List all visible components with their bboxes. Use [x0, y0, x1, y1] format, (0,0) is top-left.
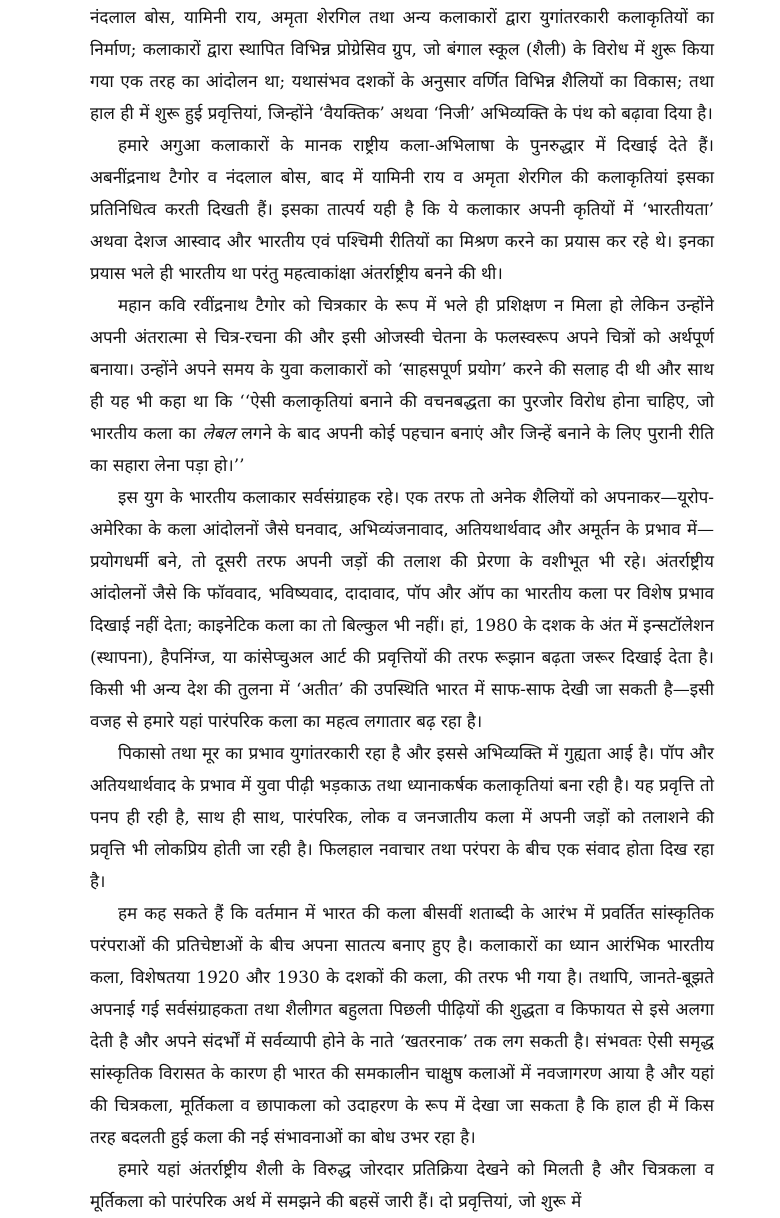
paragraph-1: नंदलाल बोस, यामिनी राय, अमृता शेरगिल तथा अन्य कलाकारों द्वारा युगांतरकारी कलाकृतियों का निर्माण; कलाकारों द्वारा स्थापित विभिन्न प्रोग्रेसिव ग्रुप, जो बंगाल स्कूल (शैली) के विरोध में शुरू किया गया एक तरह का आंदोलन था; यथासंभव दशकों के अनुसार वर्णित विभिन्न शैलियों का विकास; तथा हाल ही में शुरू हुई प्रवृत्तियां, जिन्होंने ‘वैयक्तिक’ अथवा ‘निजी’ अभिव्यक्ति के पंथ को बढ़ावा दिया है। — [90, 8, 714, 124]
paragraph-3 — [90, 290, 714, 482]
paragraph-5: पिकासो तथा मूर का प्रभाव युगांतरकारी रहा है और इससे अभिव्यक्ति में गुह्यता आई है। पॉप और अतियथार्थवाद के प्रभाव में युवा पीढ़ी भड़काऊ तथा ध्यानाकर्षक कलाकृतियां बना रही है। यह प्रवृत्ति तो पनप ही रही है, साथ ही साथ, पारंपरिक, लोक व जनजातीय कला में अपनी जड़ों को तलाशने की प्रवृत्ति भी लोकप्रिय होती जा रही है। फिलहाल नवाचार तथा परंपरा के बीच एक संवाद होता दिख रहा है। — [90, 744, 714, 892]
paragraph-3-part-b: लगने के बाद अपनी कोई पहचान बनाएं और जिन्हें बनाने के लिए पुरानी रीति का सहारा लेना पड़ा हो।’’ — [90, 424, 714, 476]
paragraph-4: इस युग के भारतीय कलाकार सर्वसंग्राहक रहे। एक तरफ तो अनेक शैलियों को अपनाकर—यूरोप-अमेरिका के कला आंदोलनों जैसे घनवाद, अभिव्यंजनावाद, अतियथार्थवाद और अमूर्तन के प्रभाव में—प्रयोगधर्मी बने, तो दूसरी तरफ अपनी जड़ों की तलाश की प्रेरणा के वशीभूत भी रहे। अंतर्राष्ट्रीय आंदोलनों जैसे कि फॉववाद, भविष्यवाद, दादावाद, पॉप और ऑप का भारतीय कला पर विशेष प्रभाव दिखाई नहीं देता; काइनेटिक कला का तो बिल्कुल भी नहीं। हां, 1980 के दशक के अंत में इन्सटॉलेशन (स्थापना), हैपनिंग्ज, या कांसेप्चुअल आर्ट की प्रवृत्तियों की तरफ रूझान बढ़ता जरूर दिखाई देता है। किसी भी अन्य देश की तुलना में ‘अतीत’ की उपस्थिति भारत में साफ-साफ देखी जा सकती है—इसी वजह से हमारे यहां पारंपरिक कला का महत्व लगातार बढ़ रहा है। — [90, 488, 714, 732]
paragraph-3-part-a: महान कवि रवींद्रनाथ टैगोर को चित्रकार के रूप में भले ही प्रशिक्षण न मिला हो लेकिन उन्होंने अपनी अंतरात्मा से चित्र-रचना की और इसी ओजस्वी चेतना के फलस्वरूप अपने चित्रों को अर्थपूर्ण बनाया। उन्होंने अपने समय के युवा कलाकारों को ‘साहसपूर्ण प्रयोग’ करने की सलाह दी थी और साथ ही यह भी कहा था कि ‘‘ऐसी कलाकृतियां बनाने की वचनबद्धता का पुरजोर विरोध होना चाहिए, जो भारतीय कला का — [90, 296, 714, 444]
paragraph-6: हम कह सकते हैं कि वर्तमान में भारत की कला बीसवीं शताब्दी के आरंभ में प्रवर्तित सांस्कृतिक परंपराओं की प्रतिचेष्टाओं के बीच अपना सातत्य बनाए हुए है। कलाकारों का ध्यान आरंभिक भारतीय कला, विशेषतया 1920 और 1930 के दशकों की कला, की तरफ भी गया है। तथापि, जानते-बूझते अपनाई गई सर्वसंग्राहकता तथा शैलीगत बहुलता पिछली पीढ़ियों की शुद्धता व किफायत से इसे अलगा देती है और अपने संदर्भों में सर्वव्यापी होने के नाते ‘खतरनाक’ तक लग सकती है। संभवतः ऐसी समृद्ध सांस्कृतिक विरासत के कारण ही भारत की समकालीन चाक्षुष कलाओं में नवजागरण आया है और यहां की चित्रकला, मूर्तिकला व छापाकला को उदाहरण के रूप में देखा जा सकता है कि हाल ही में किस तरह बदलती हुई कला की नई संभावनाओं का बोध उभर रहा है। — [90, 904, 714, 1148]
paragraph-2: हमारे अगुआ कलाकारों के मानक राष्ट्रीय कला-अभिलाषा के पुनरुद्धार में दिखाई देते हैं। अबनींद्रनाथ टैगोर व नंदलाल बोस, बाद में यामिनी राय व अमृता शेरगिल की कलाकृतियां इसका प्रतिनिधित्व करती दिखती हैं। इसका तात्पर्य यही है कि ये कलाकार अपनी कृतियों में ‘भारतीयता’ अथवा देशज आस्वाद और भारतीय एवं पश्चिमी रीतियों का मिश्रण करने का प्रयास कर रहे थे। इनका प्रयास भले ही भारतीय था परंतु महत्वाकांक्षा अंतर्राष्ट्रीय बनने की थी। — [90, 136, 714, 284]
italic-label-word: लेबल — [202, 424, 236, 444]
paragraph-7: हमारे यहां अंतर्राष्ट्रीय शैली के विरुद्ध जोरदार प्रतिक्रिया देखने को मिलती है और चित्रकला व मूर्तिकला को पारंपरिक अर्थ में समझने की बहसें जारी हैं। दो प्रवृत्तियां, जो शुरू में — [90, 1160, 714, 1212]
